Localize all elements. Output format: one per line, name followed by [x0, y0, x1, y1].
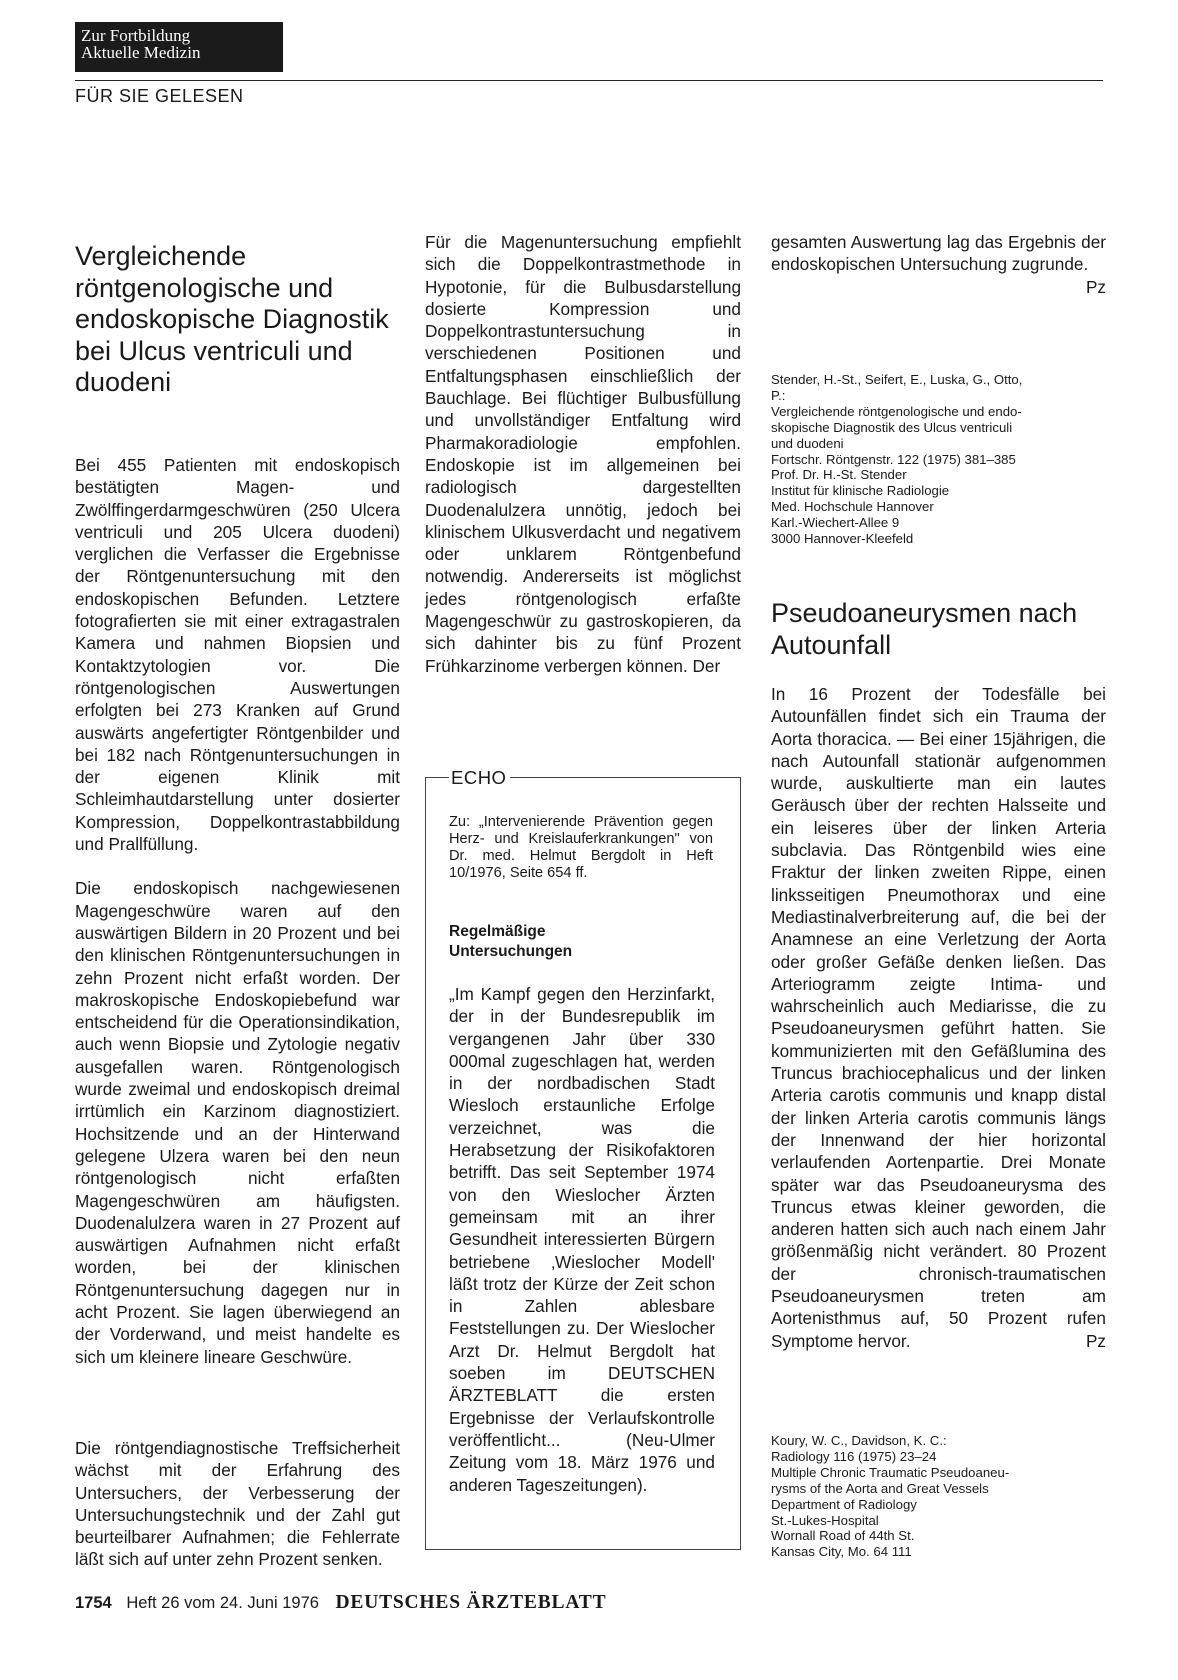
article2-signature: Pz — [1085, 1330, 1106, 1351]
article2-reference — [771, 1433, 1106, 1560]
section-label: FÜR SIE GELESEN — [75, 86, 244, 106]
page-footer — [75, 1592, 606, 1614]
article1-paragraph-3-part: Für die Magenuntersuchung empfiehlt sich die Doppelkontrastmethode in Hypotonie, für die Bulbusdarstellung dosierte Kompression und Doppelkontrastuntersuchung in verschiedenen Positionen und Entfaltungsphasen einschließlich der Bauchlage. Bei flüchtiger Bulbusfüllung und unvollständiger Entfaltung wird Pharmakoradiologie empfohlen. Endoskopie ist im allgemeinen bei radiologisch dargestellten Duodenalulzera unnötig, jedoch bei klinischem Ulkusverdacht und negativem oder unklarem Röntgenbefund notwendig. Andererseits ist möglichst jedes röntgenologisch erfaßte Magengeschwür zu gastroskopieren, da sich dahinter bis zu fünf Prozent Frühkarzinome verbergen können. Der — [425, 232, 741, 676]
article1-title: Vergleichende röntgenologische und endoskopische Diagnostik bei Ulcus ventriculi und duodeni — [75, 241, 389, 397]
section-badge — [75, 22, 283, 72]
badge-line-2: Aktuelle Medizin — [81, 43, 201, 62]
article1-paragraph-3-part: Die röntgendiagnostische Treffsicherheit wächst mit der Erfahrung des Untersuchers, der Verbesserung der Untersuchungstechnik und der Zahl gut beurteilbarer Aufnahmen; die Fehlerrate läßt sich auf unter zehn Prozent senken. — [75, 1438, 400, 1570]
article1-column-2 — [425, 231, 741, 677]
article2-reference-line: Koury, W. C., Davidson, K. C.: — [771, 1433, 947, 1448]
article2-reference-line: rysms of the Aorta and Great Vessels — [771, 1480, 989, 1496]
article1-column-1 — [75, 454, 400, 1368]
article1-reference-line: skopische Diagnostik des Ulcus ventriculi — [771, 419, 1013, 435]
article1-reference-line: Med. Hochschule Hannover — [771, 499, 934, 515]
header-rule — [75, 80, 1103, 81]
article2-body — [771, 683, 1106, 1352]
article2-reference-line: Radiology 116 (1975) 23–24 — [771, 1448, 937, 1464]
article1-column-3 — [771, 231, 1106, 298]
article1-column-1-tail — [75, 1437, 400, 1571]
article2-reference-line: Wornall Road of 44th St. — [771, 1528, 915, 1544]
page-number: 1754 — [75, 1594, 112, 1612]
article2-reference-line: St.-Lukes-Hospital — [771, 1512, 879, 1528]
echo-body: „Im Kampf gegen den Herzinfarkt, der in der Bundesrepublik im vergangenen Jahr über 330 000mal zugeschlagen hat, werden in der nordbadischen Stadt Wiesloch erstaunliche Erfolge verzeichnet, was die Herabsetzung der Risikofaktoren betrifft. Das seit September 1974 von den Wieslocher Ärzten gemeinsam mit an ihrer Gesundheit interessierten Bürgern betriebene ‚Wieslocher Modell' läßt trotz der Kürze der Zeit schon in Zahlen ablesbare Feststellungen zu. Der Wieslocher Arzt Dr. Helmut Bergdolt hat soeben im DEUTSCHEN ÄRZTEBLATT die ersten Ergebnisse der Verlaufskontrolle veröffentlicht... (Neu-Ulmer Zeitung vom 18. März 1976 und anderen Tageszeitungen). — [449, 984, 715, 1495]
article2-reference-line: Department of Radiology — [771, 1496, 917, 1512]
echo-intro: Zu: „Intervenierende Prävention gegen Herz- und Kreislauferkrankungen" von Dr. med. Helmut Bergdolt in Heft 10/1976, Seite 654 ff. — [449, 814, 713, 881]
article1-reference-line: Fortschr. Röntgenstr. 122 (1975) 381–385 — [771, 451, 1016, 467]
article1-reference-line: Vergleichende röntgenologische und endo- — [771, 403, 1022, 419]
article1-reference-line: Prof. Dr. H.-St. Stender — [771, 467, 907, 483]
echo-label: ECHO — [449, 767, 510, 789]
article2-paragraph: In 16 Prozent der Todesfälle bei Autounfällen findet sich ein Trauma der Aorta thoracica. — Bei einer 15jährigen, die nach Autounfall stationär aufgenommen wurde, auskultierte man ein lautes Geräusch über der rechten Halsseite und ein leiseres über der linken Arteria subclavia. Das Röntgenbild wies eine Fraktur der linken zweiten Rippe, einen linksseitigen Pneumothorax und eine Mediastinalverbreiterung auf, die bei der Anamnese an eine Verletzung der Aorta oder großer Gefäße denken ließen. Das Arteriogramm zeigte Intima- und wahrscheinlich auch Mediarisse, die zu Pseudoaneurysmen geführt hatten. Sie kommunizierten mit den Gefäßlumina des Truncus brachiocephalicus und der linken Arteria carotis communis und knapp distal der linken Arteria carotis communis längs der Innenwand der hier horizontal verlaufenden Aortenpartie. Drei Monate später war das Pseudoaneurysma des Truncus etwas kleiner geworden, die anderen hatten sich auch nach einem Jahr größenmäßig nicht verändert. 80 Prozent der chronisch-traumatischen Pseudoaneurysmen treten am Aortenisthmus auf, 50 Prozent rufen Symptome hervor. — [771, 684, 1106, 1351]
badge-line-1: Zur Fortbildung — [81, 26, 191, 45]
echo-heading — [449, 922, 572, 962]
journal-name: DEUTSCHES ÄRZTEBLATT — [335, 1592, 607, 1613]
article2-reference-line: Multiple Chronic Traumatic Pseudoaneu- — [771, 1464, 1010, 1480]
article1-reference-line: P.: — [771, 387, 786, 403]
article1-reference-line: Karl.-Wiechert-Allee 9 — [771, 515, 900, 531]
article1-signature-mark: Pz — [1085, 276, 1106, 297]
article1-reference — [771, 372, 1106, 547]
article1-reference-line: Stender, H.-St., Seifert, E., Luska, G., Otto, — [771, 372, 1023, 387]
article1-paragraph-3-part: gesamten Auswertung lag das Ergebnis der endoskopischen Untersuchung zugrunde. Pz — [771, 232, 1106, 297]
article1-reference-line: 3000 Hannover-Kleefeld — [771, 531, 914, 547]
article2-title: Pseudoaneurysmen nach Autounfall — [771, 598, 1078, 660]
article1-paragraph-2: Die endoskopisch nachgewiesenen Magengeschwüre waren auf den auswärtigen Bildern in 20 Prozent und bei den klinischen Röntgenuntersuchungen in zehn Prozent nicht erfaßt worden. Der makroskopische Endoskopiebefund war entscheidend für die Operationsindikation, auch wenn Biopsie und Zytologie negativ ausgefallen waren. Röntgenologisch wurde zweimal und endoskopisch dreimal irrtümlich ein Karzinom diagnostiziert. Hochsitzende und an der Hinterwand gelegene Ulzera waren bei den neun röntgenologisch nicht erfaßten Magengeschwüren am häufigsten. Duodenalulzera waren in 27 Prozent auf auswärtigen Aufnahmen nicht erfaßt worden, bei der klinischen Röntgenuntersuchung dagegen nur in acht Prozent. Sie lagen überwiegend an der Vorderwand, und meist handelte es sich um kleinere lineare Geschwüre. — [75, 878, 400, 1367]
issue-info: Heft 26 vom 24. Juni 1976 — [126, 1594, 319, 1612]
article2-reference-line: Kansas City, Mo. 64 111 — [771, 1544, 912, 1560]
article1-reference-line: Institut für klinische Radiologie — [771, 483, 950, 499]
echo-heading-line-1: Regelmäßige — [449, 923, 546, 940]
article1-paragraph-1: Bei 455 Patienten mit endoskopisch bestätigten Magen- und Zwölffingerdarmgeschwüren (250 Ulcera ventriculi und 205 Ulcera duodeni) verglichen die Verfasser die Ergebnisse der Röntgenuntersuchung mit den endoskopischen Befunden. Letztere fotografierten sie mit einer extragastralen Kamera und nahmen Biopsien und Kontaktzytologien vor. Die röntgenologischen Auswertungen erfolgten bei 273 Kranken auf Grund auswärts angefertigter Röntgenbilder und bei 182 nach Röntgenuntersuchungen in der eigenen Klinik mit Schleimhautdarstellung unter dosierter Kompression, Doppelkontrastabbildung und Prallfüllung. — [75, 455, 400, 855]
article1-reference-line: und duodeni — [771, 435, 844, 451]
echo-heading-line-2: Untersuchungen — [449, 943, 573, 960]
